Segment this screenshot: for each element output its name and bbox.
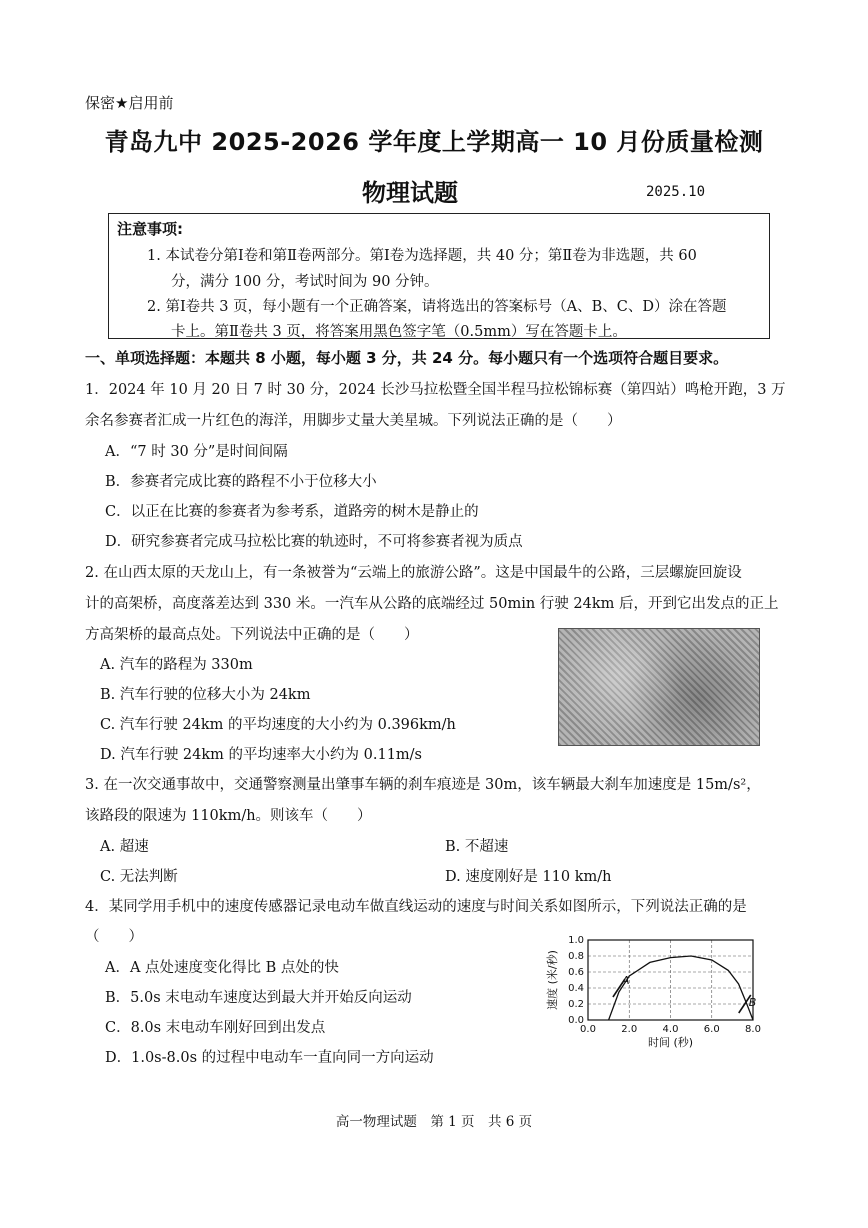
exam-title: 青岛九中 2025-2026 学年度上学期高一 10 月份质量检测 bbox=[104, 128, 764, 156]
section-heading: 一、单项选择题：本题共 8 小题，每小题 3 分，共 24 分。每小题只有一个选项符合题目要求。 bbox=[85, 349, 729, 367]
q4-option-b[interactable]: B．5.0s 末电动车速度达到最大并开始反向运动 bbox=[105, 990, 412, 1006]
q2-option-c[interactable]: C. 汽车行驶 24km 的平均速度的大小约为 0.396km/h bbox=[100, 717, 456, 733]
q1-stem-line-1: 1．2024 年 10 月 20 日 7 时 30 分，2024 长沙马拉松暨全国半程马拉松锦标赛（第四站）鸣枪开跑，3 万 bbox=[85, 382, 786, 398]
exam-date: 2025.10 bbox=[646, 184, 706, 200]
velocity-time-chart bbox=[540, 930, 780, 1055]
y-tick-label: 0.4 bbox=[568, 983, 584, 994]
notice-item-1-line-2: 分，满分 100 分，考试时间为 90 分钟。 bbox=[171, 274, 439, 290]
q3-option-c[interactable]: C. 无法判断 bbox=[100, 869, 178, 885]
point-label-a: A bbox=[621, 974, 630, 987]
notice-item-1-line-1: 1. 本试卷分第Ⅰ卷和第Ⅱ卷两部分。第Ⅰ卷为选择题，共 40 分；第Ⅱ卷为非选题，共 60 bbox=[147, 248, 697, 264]
notice-box bbox=[108, 213, 770, 339]
notice-item-2-line-2: 卡上。第Ⅱ卷共 3 页，将答案用黑色签字笔（0.5mm）写在答题卡上。 bbox=[171, 324, 627, 340]
highway-photo bbox=[558, 628, 760, 746]
notice-item-2-line-1: 2. 第Ⅰ卷共 3 页，每小题有一个正确答案，请将选出的答案标号（A、B、C、D）涂在答题 bbox=[147, 299, 727, 315]
page-footer: 高一物理试题 第 1 页 共 6 页 bbox=[335, 1114, 533, 1130]
q3-option-d[interactable]: D. 速度刚好是 110 km/h bbox=[445, 869, 612, 885]
x-tick-label: 8.0 bbox=[745, 1024, 761, 1035]
q2-option-a[interactable]: A. 汽车的路程为 330m bbox=[100, 657, 253, 673]
notice-title: 注意事项: bbox=[117, 220, 183, 238]
y-tick-label: 0.0 bbox=[568, 1015, 584, 1026]
q4-stem-line-2: （ ） bbox=[85, 929, 143, 945]
q1-option-b[interactable]: B．参赛者完成比赛的路程不小于位移大小 bbox=[105, 474, 377, 490]
q4-stem-line-1: 4．某同学用手机中的速度传感器记录电动车做直线运动的速度与时间关系如图所示，下列说法正确的是 bbox=[85, 899, 747, 915]
q2-stem-line-1: 2. 在山西太原的天龙山上，有一条被誉为“云端上的旅游公路”。这是中国最牛的公路，三层螺旋回旋设 bbox=[85, 565, 742, 581]
point-label-b: B bbox=[748, 996, 757, 1009]
q2-stem-line-2: 计的高架桥，高度落差达到 330 米。一汽车从公路的底端经过 50min 行驶 24km 后，开到它出发点的正上 bbox=[85, 596, 779, 612]
y-tick-label: 0.6 bbox=[568, 967, 584, 978]
q1-option-a[interactable]: A．“7 时 30 分”是时间间隔 bbox=[105, 444, 288, 460]
q4-option-a[interactable]: A．A 点处速度变化得比 B 点处的快 bbox=[105, 960, 339, 976]
x-tick-label: 4.0 bbox=[662, 1024, 679, 1035]
q3-stem-line-2: 该路段的限速为 110km/h。则该车（ ） bbox=[85, 808, 372, 824]
exam-subtitle: 物理试题 bbox=[362, 179, 458, 207]
q1-stem-line-2: 余名参赛者汇成一片红色的海洋，用脚步丈量大美星城。下列说法正确的是（ ） bbox=[85, 413, 622, 429]
q3-option-a[interactable]: A. 超速 bbox=[100, 839, 149, 855]
x-axis-label: 时间 (秒) bbox=[647, 1036, 694, 1049]
y-tick-label: 0.2 bbox=[568, 999, 584, 1010]
x-tick-label: 2.0 bbox=[621, 1024, 638, 1035]
q2-option-b[interactable]: B. 汽车行驶的位移大小为 24km bbox=[100, 687, 311, 703]
y-axis-label: 速度 (米/秒) bbox=[546, 950, 559, 1010]
q4-option-c[interactable]: C．8.0s 末电动车刚好回到出发点 bbox=[105, 1020, 326, 1036]
q2-stem-line-3: 方高架桥的最高点处。下列说法中正确的是（ ） bbox=[85, 627, 419, 643]
q4-option-d[interactable]: D．1.0s-8.0s 的过程中电动车一直向同一方向运动 bbox=[105, 1050, 434, 1066]
q1-option-c[interactable]: C．以正在比赛的参赛者为参考系，道路旁的树木是静止的 bbox=[105, 504, 479, 520]
confidential-label: 保密★启用前 bbox=[85, 94, 174, 112]
q3-option-b[interactable]: B. 不超速 bbox=[445, 839, 509, 855]
y-tick-label: 0.8 bbox=[568, 951, 584, 962]
q1-option-d[interactable]: D．研究参赛者完成马拉松比赛的轨迹时，不可将参赛者视为质点 bbox=[105, 534, 523, 550]
q3-stem-line-1: 3. 在一次交通事故中，交通警察测量出肇事车辆的刹车痕迹是 30m，该车辆最大刹车加速度是 15m/s²， bbox=[85, 777, 761, 793]
q2-option-d[interactable]: D. 汽车行驶 24km 的平均速率大小约为 0.11m/s bbox=[100, 747, 423, 763]
x-tick-label: 0.0 bbox=[580, 1024, 596, 1035]
x-tick-label: 6.0 bbox=[703, 1024, 720, 1035]
y-tick-label: 1.0 bbox=[568, 935, 584, 946]
